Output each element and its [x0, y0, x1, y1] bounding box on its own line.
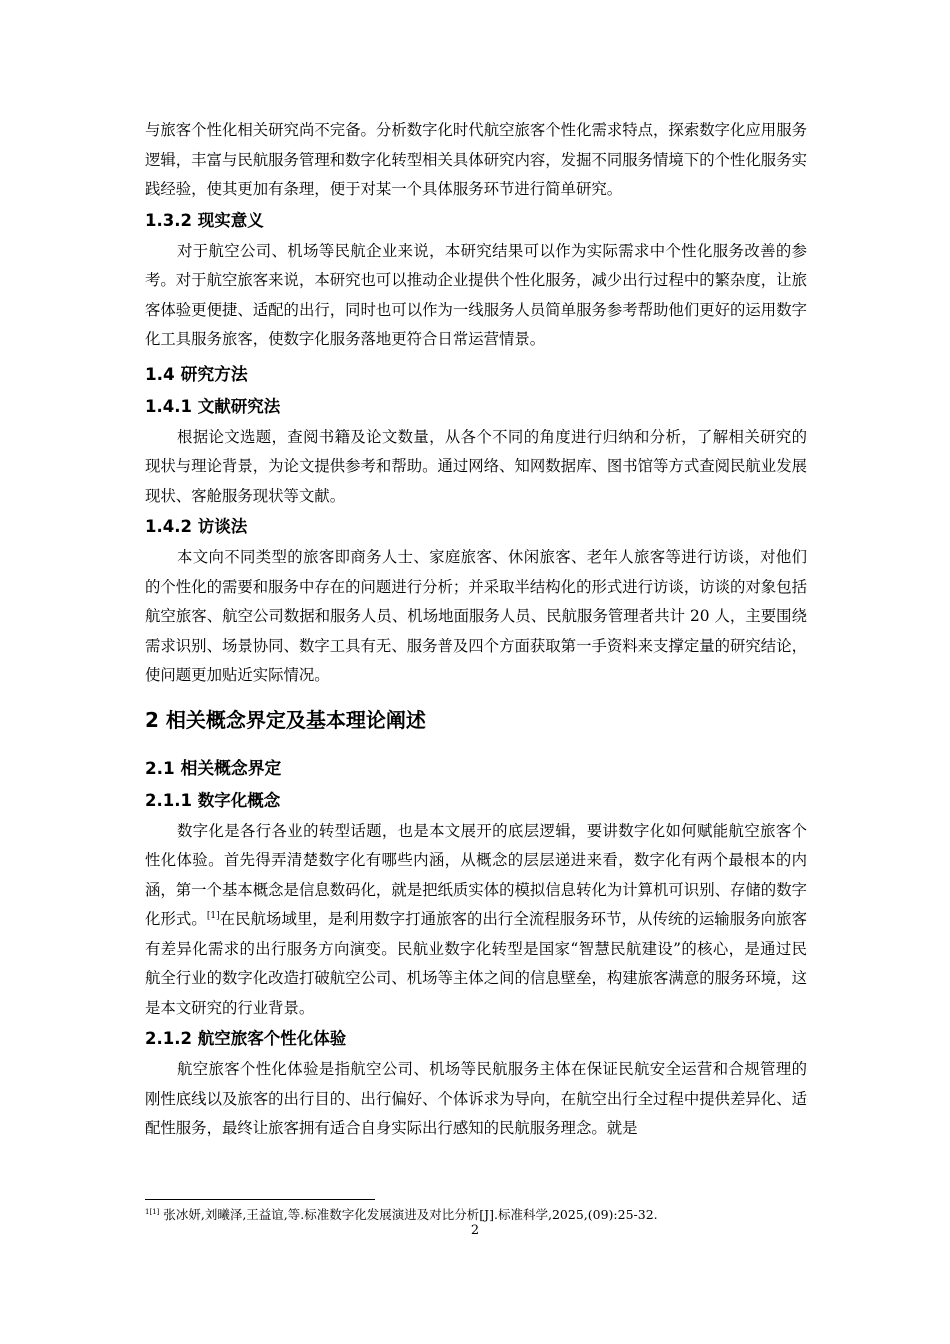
paragraph: 与旅客个性化相关研究尚不完备。分析数字化时代航空旅客个性化需求特点，探索数字化应用服务逻辑，丰富与民航服务管理和数字化转型相关具体研究内容，发掘不同服务情境下的个性化服务实践经验，使其更加有条理，便于对某一个具体服务环节进行简单研究。: [145, 121, 807, 198]
footnote-text: 张冰妍,刘曦泽,王益谊,等.标准数字化发展演进及对比分析[J].标准科学,2025,(09):25-32.: [159, 1207, 658, 1222]
page-number: 2: [470, 1223, 480, 1238]
footnote-marker: 1[1]: [145, 1208, 160, 1216]
paragraph: 本文向不同类型的旅客即商务人士、家庭旅客、休闲旅客、老年人旅客等进行访谈，对他们的个性化的需要和服务中存在的问题进行分析；并采取半结构化的形式进行访谈，访谈的对象包括航空旅客、航空公司数据和服务人员、机场地面服务人员、民航服务管理者共计 20 人，主要围绕需求识别、场景协同、数字工具有无、服务普及四个方面获取第一手资料来支撑定量的研究结论，使问题更加贴近实际情况。: [145, 548, 807, 684]
section-heading-1-3-2: 1.3.2 现实意义: [145, 210, 264, 230]
paragraph: 根据论文选题，查阅书籍及论文数量，从各个不同的角度进行归纳和分析，了解相关研究的现状与理论背景，为论文提供参考和帮助。通过网络、知网数据库、图书馆等方式查阅民航业发展现状、客舱服务现状等文献。: [145, 427, 807, 505]
paragraph: 对于航空公司、机场等民航企业来说，本研究结果可以作为实际需求中个性化服务改善的参考。对于航空旅客来说，本研究也可以推动企业提供个性化服务，减少出行过程中的繁杂度，让旅客体验更便捷、适配的出行，同时也可以作为一线服务人员简单服务参考帮助他们更好的运用数字化工具服务旅客，使数字化服务落地更符合日常运营情景。: [145, 241, 807, 348]
section-heading-2-1-1: 2.1.1 数字化概念: [145, 790, 281, 810]
paragraph-text: 在民航场域里，是利用数字打通旅客的出行全流程服务环节，从传统的运输服务向旅客有差异化需求的出行服务方向演变。民航业数字化转型是国家“智慧民航建设”的核心，是通过民航全行业的数字化改造打破航空公司、机场等主体之间的信息壁垒，构建旅客满意的服务环境，这是本文研究的行业背景。: [145, 910, 807, 1017]
section-heading-2-1: 2.1 相关概念界定: [145, 757, 282, 778]
section-heading-1-4: 1.4 研究方法: [145, 363, 248, 384]
page-body: [145, 116, 807, 1144]
section-heading-1-4-2: 1.4.2 访谈法: [145, 517, 248, 536]
paragraph: 航空旅客个性化体验是指航空公司、机场等民航服务主体在保证民航安全运营和合规管理的刚性底线以及旅客的出行目的、出行偏好、个体诉求为导向，在航空出行全过程中提供差异化、适配性服务，最终让旅客拥有适合自身实际出行感知的民航服务理念。就是: [145, 1060, 807, 1137]
footnote-divider: [145, 1199, 375, 1200]
paragraph-text: 数字化是各行各业的转型话题，也是本文展开的底层逻辑，要讲数字化如何赋能航空旅客个性化体验。首先得弄清楚数字化有哪些内涵，从概念的层层递进来看，数字化有两个最根本的内涵，第一个基本概念是信息数码化，就是把纸质实体的模拟信息转化为计算机可识别、存储的数字化形式。: [145, 821, 807, 928]
paragraph-with-citation: [145, 817, 807, 1024]
chapter-heading-2: 2 相关概念界定及基本理论阐述: [145, 707, 426, 732]
citation-marker: [1]: [206, 911, 220, 921]
section-heading-1-4-1: 1.4.1 文献研究法: [145, 396, 281, 416]
section-heading-2-1-2: 2.1.2 航空旅客个性化体验: [145, 1029, 347, 1048]
